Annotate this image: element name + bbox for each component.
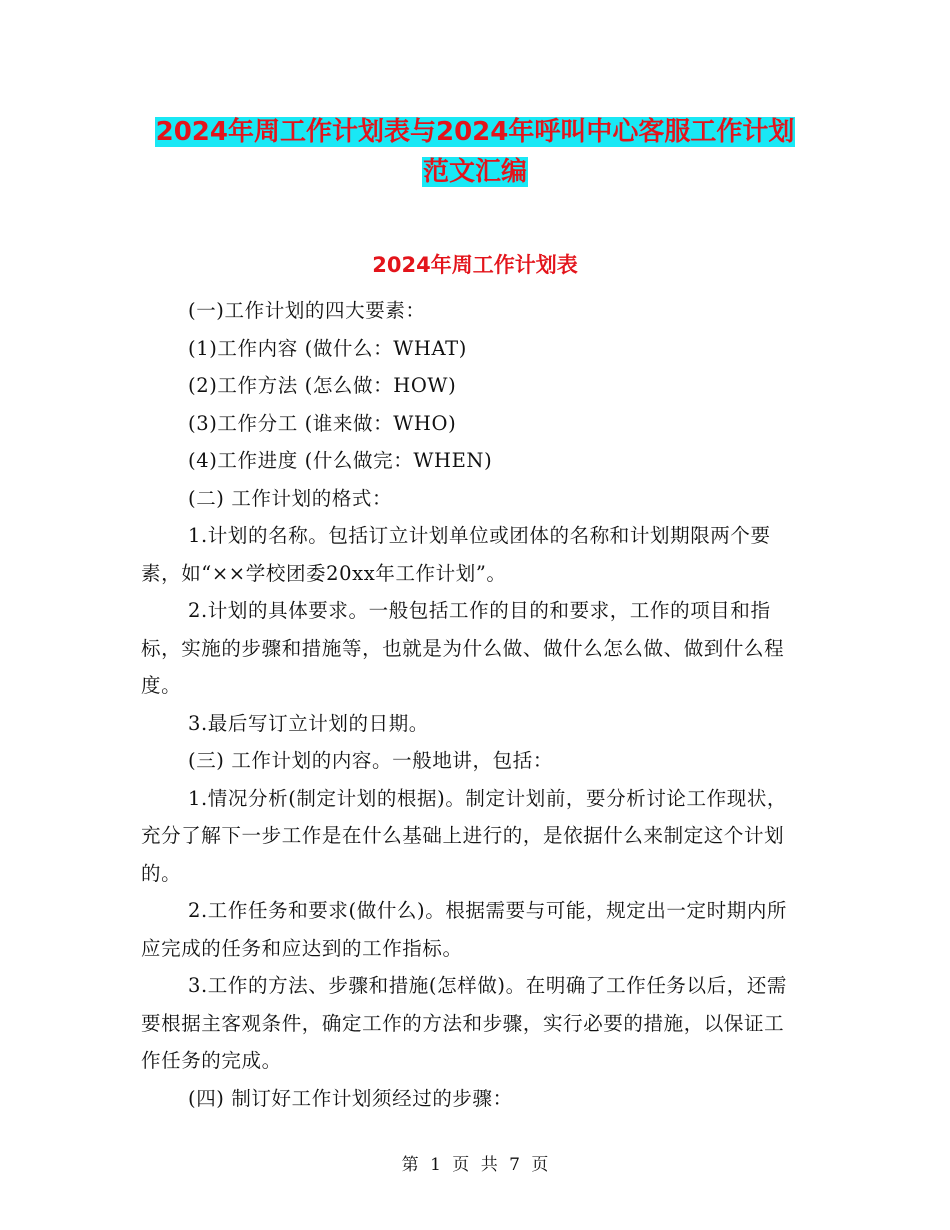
paragraph: 1.情况分析(制定计划的根据)。制定计划前，要分析讨论工作现状，充分了解下一步工作是在什么基础上进行的，是依据什么来制定这个计划的。	[141, 786, 788, 885]
paragraph: (3)工作分工 (谁来做：WHO)	[188, 411, 457, 435]
paragraph: (4)工作进度 (什么做完：WHEN)	[188, 449, 493, 472]
document-title-line-1	[0, 112, 950, 152]
paragraph: (2)工作方法 (怎么做：HOW)	[188, 374, 457, 397]
section-heading: 2024年周工作计划表	[372, 253, 578, 277]
paragraph: 3.工作的方法、步骤和措施(怎样做)。在明确了工作任务以后，还需要根据主客观条件，确定工作的方法和步骤，实行必要的措施，以保证工作任务的完成。	[141, 974, 788, 1072]
paragraph: (二) 工作计划的格式：	[188, 486, 393, 510]
document-title	[0, 112, 950, 192]
paragraph: 3.最后写订立计划的日期。	[188, 711, 429, 735]
title-highlight-1: 2024年周工作计划表与2024年呼叫中心客服工作计划	[155, 117, 795, 147]
paragraph: 2.工作任务和要求(做什么)。根据需要与可能，规定出一定时期内所应完成的任务和应达到的工作指标。	[141, 899, 788, 960]
document-body	[141, 292, 801, 1117]
paragraph: (一)工作计划的四大要素：	[188, 299, 426, 322]
paragraph: (四) 制订好工作计划须经过的步骤：	[188, 1086, 513, 1110]
title-highlight-2: 范文汇编	[422, 157, 527, 187]
paragraph: (1)工作内容 (做什么：WHAT)	[188, 336, 467, 360]
paragraph: (三) 工作计划的内容。一般地讲，包括：	[188, 749, 553, 772]
paragraph: 2.计划的具体要求。一般包括工作的目的和要求，工作的项目和指标，实施的步骤和措施等，也就是为什么做、做什么怎么做、做到什么程度。	[141, 599, 785, 697]
paragraph: 1.计划的名称。包括订立计划单位或团体的名称和计划期限两个要素，如“××学校团委20xx年工作计划”。	[141, 524, 771, 585]
document-title-line-2	[0, 152, 950, 192]
page-footer: 第 1 页 共 7 页	[401, 1155, 549, 1175]
